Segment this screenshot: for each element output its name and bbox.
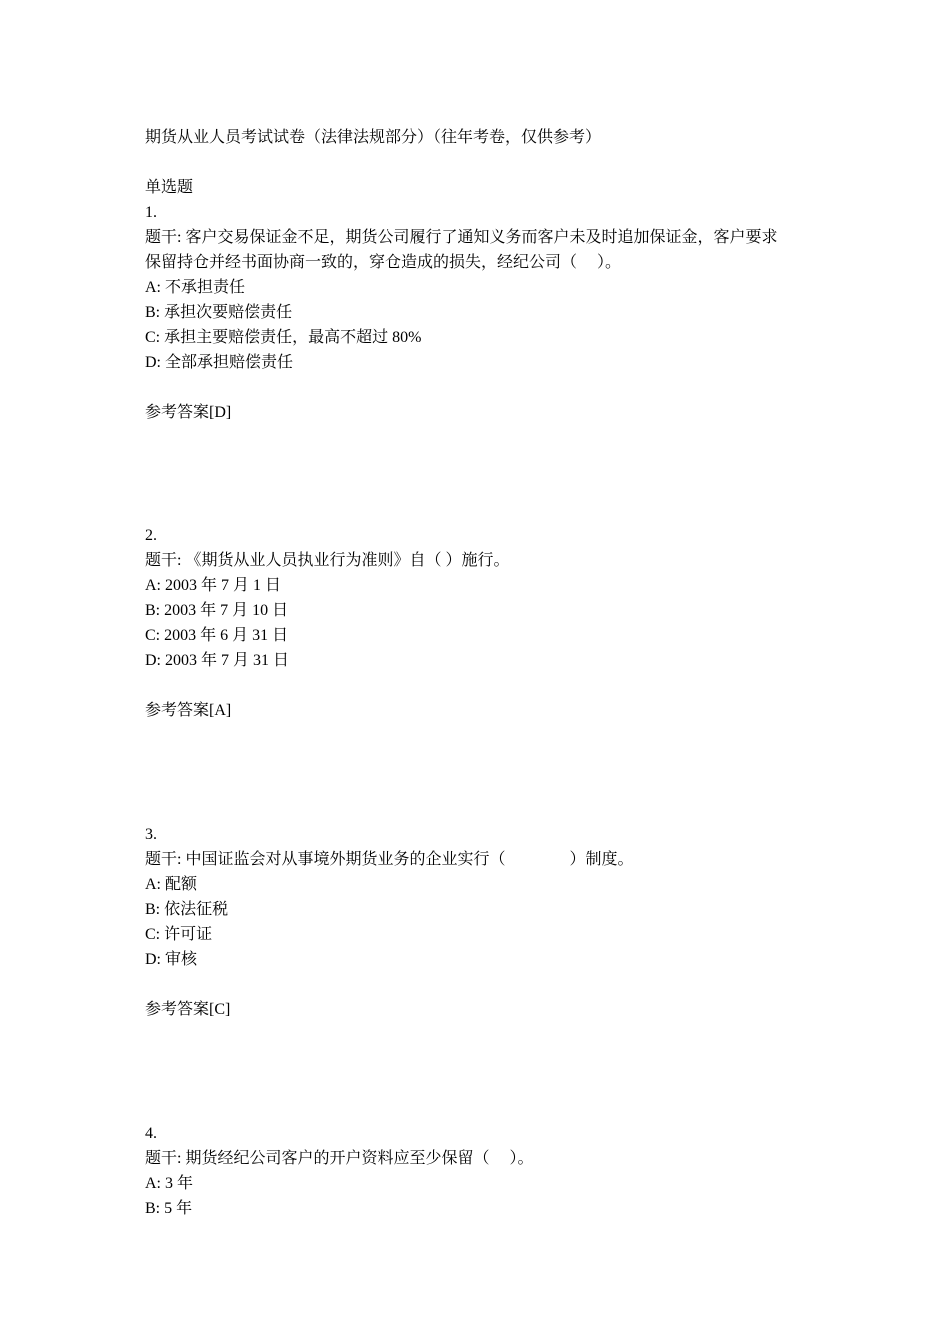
- answer-key: 参考答案[A]: [145, 702, 232, 719]
- question-number: 4.: [145, 1125, 157, 1142]
- document-page: [145, 0, 825, 1344]
- option-d: D: 审核: [145, 951, 198, 968]
- option-a: A: 不承担责任: [145, 279, 246, 296]
- answer-key: 参考答案[D]: [145, 404, 232, 421]
- option-b: B: 2003 年 7 月 10 日: [145, 602, 289, 619]
- option-c: C: 2003 年 6 月 31 日: [145, 627, 289, 644]
- option-a: A: 配额: [145, 876, 198, 893]
- option-a: A: 2003 年 7 月 1 日: [145, 577, 282, 594]
- question-number: 3.: [145, 826, 157, 843]
- option-c: C: 许可证: [145, 926, 213, 943]
- question-stem: 题干: 客户交易保证金不足，期货公司履行了通知义务而客户未及时追加保证金，客户要求: [145, 229, 778, 246]
- question-number: 1.: [145, 204, 157, 221]
- question-stem: 题干: 《期货从业人员执业行为准则》自（ ）施行。: [145, 552, 510, 569]
- option-b: B: 依法征税: [145, 901, 229, 918]
- question-stem: 题干: 中国证监会对从事境外期货业务的企业实行（ ）制度。: [145, 851, 634, 868]
- option-a: A: 3 年: [145, 1175, 194, 1192]
- option-b: B: 5 年: [145, 1200, 193, 1217]
- option-c: C: 承担主要赔偿责任，最高不超过 80%: [145, 329, 422, 346]
- option-d: D: 2003 年 7 月 31 日: [145, 652, 290, 669]
- document-title: 期货从业人员考试试卷（法律法规部分）（往年考卷，仅供参考）: [145, 129, 602, 146]
- option-b: B: 承担次要赔偿责任: [145, 304, 293, 321]
- section-label: 单选题: [145, 179, 194, 196]
- option-d: D: 全部承担赔偿责任: [145, 354, 294, 371]
- question-stem-continuation: 保留持仓并经书面协商一致的，穿仓造成的损失，经纪公司（ ）。: [145, 254, 622, 271]
- question-stem: 题干: 期货经纪公司客户的开户资料应至少保留（ ）。: [145, 1150, 534, 1167]
- question-number: 2.: [145, 527, 157, 544]
- answer-key: 参考答案[C]: [145, 1001, 231, 1018]
